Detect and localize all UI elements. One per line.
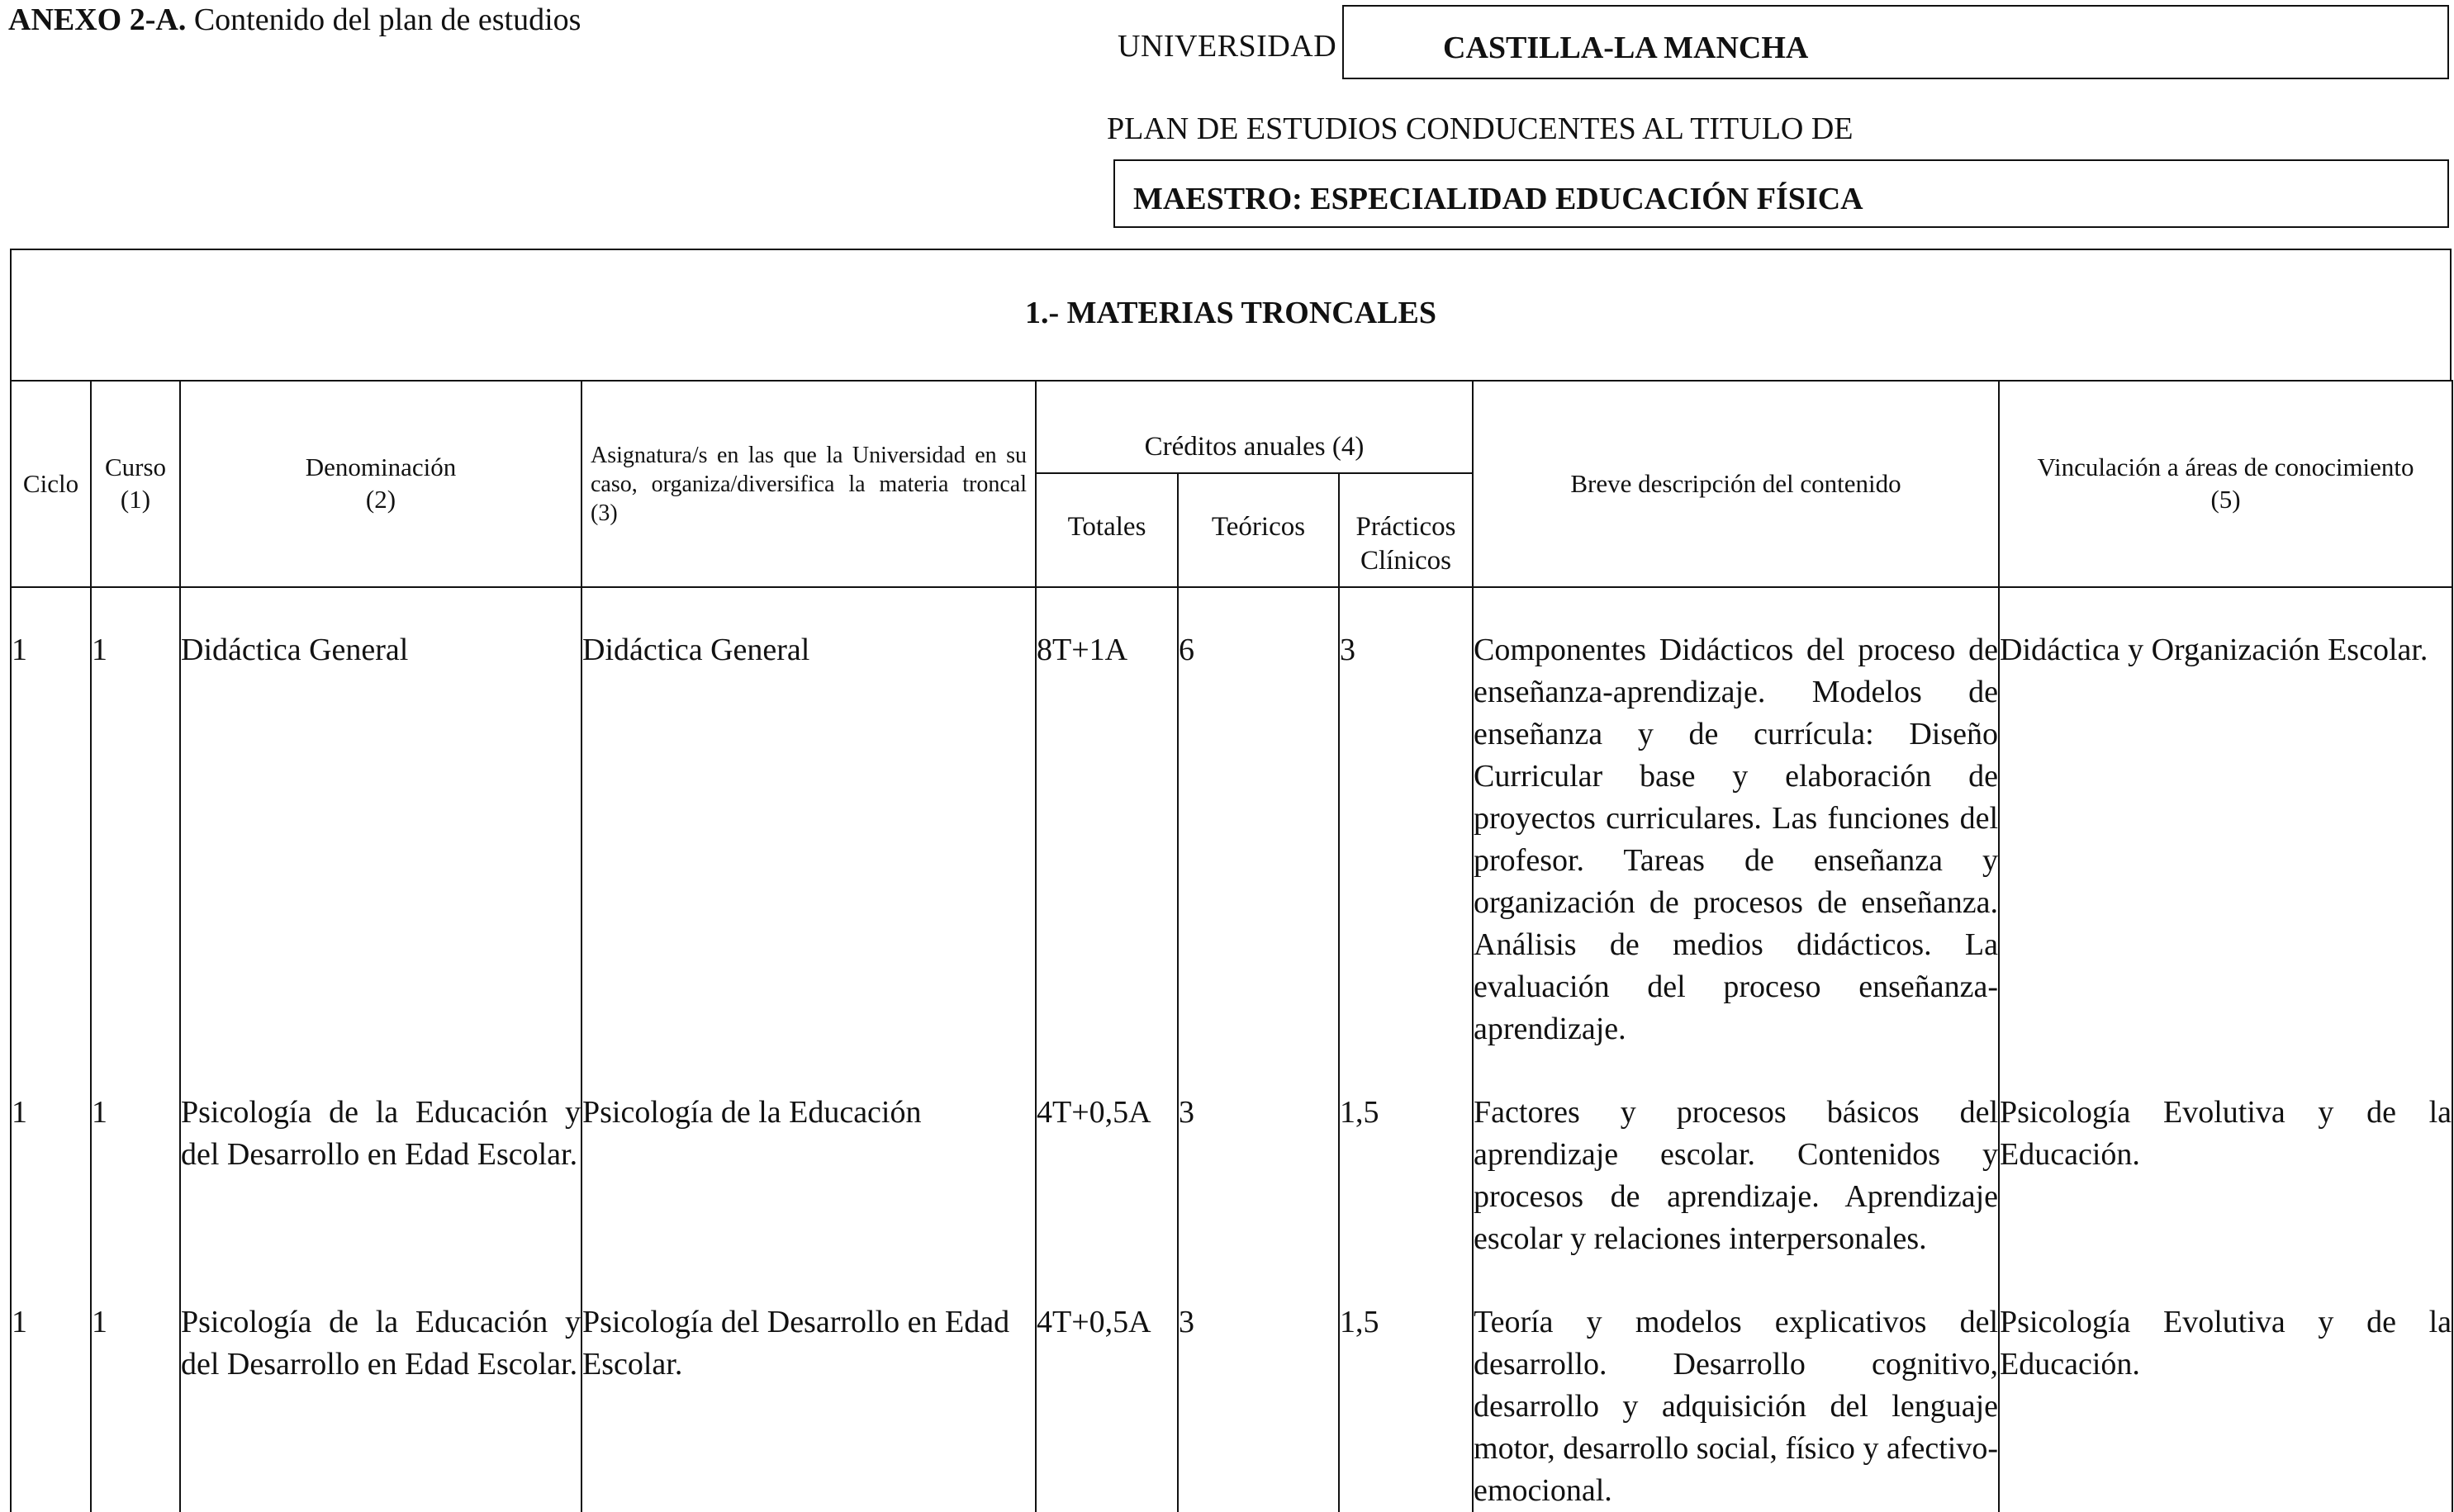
header-teoricos: Teóricos <box>1178 473 1339 587</box>
table-row <box>11 1050 2452 1260</box>
table-row <box>11 587 2452 1050</box>
header-ciclo <box>11 381 91 587</box>
cell-area: Psicología Evolutiva y de la Educación. <box>1999 1260 2452 1512</box>
cell-totales: 4T+0,5A <box>1036 1260 1178 1512</box>
cell-totales: 8T+1A <box>1036 587 1178 1050</box>
university-name: CASTILLA-LA MANCHA <box>1443 31 1809 65</box>
cell-asignatura: Psicología de la Educación <box>581 1050 1036 1260</box>
cell-asignatura: Psicología del Desarrollo en Edad Escolar. <box>581 1260 1036 1512</box>
cell-curso: 1 <box>91 1260 180 1512</box>
cell-ciclo: 1 <box>11 1050 91 1260</box>
cell-denominacion: Didáctica General <box>180 587 581 1050</box>
section-title-text: 1.- MATERIAS TRONCALES <box>1025 296 1436 330</box>
cell-descripcion: Factores y procesos básicos del aprendizaje escolar. Contenidos y procesos de aprendizaje. Aprendizaje escolar y relaciones interpersonales. <box>1473 1050 1999 1260</box>
cell-asignatura: Didáctica General <box>581 587 1036 1050</box>
table-row <box>11 1260 2452 1512</box>
header-curso-label: Curso <box>104 453 167 482</box>
cell-denominacion: Psicología de la Educación y del Desarrollo en Edad Escolar. <box>180 1050 581 1260</box>
header-vinculacion-note: (5) <box>2210 485 2241 514</box>
header-curso <box>91 381 180 587</box>
cell-area: Didáctica y Organización Escolar. <box>1999 587 2452 1050</box>
cell-teoricos: 6 <box>1178 587 1339 1050</box>
cell-practicos: 1,5 <box>1339 1050 1473 1260</box>
degree-title: MAESTRO: ESPECIALIDAD EDUCACIÓN FÍSICA <box>1133 182 1863 216</box>
cell-practicos: 3 <box>1339 587 1473 1050</box>
cell-denominacion: Psicología de la Educación y del Desarrollo en Edad Escolar. <box>180 1260 581 1512</box>
cell-descripcion: Componentes Didácticos del proceso de enseñanza-aprendizaje. Modelos de enseñanza y de currícula: Diseño Curricular base y elaboración de proyectos curriculares. Las funciones del profesor. Tareas de enseñanza y organización de procesos de enseñanza. Análisis de medios didácticos. La evaluación del proceso enseñanza-aprendizaje. <box>1473 587 1999 1050</box>
header-ciclo-label: Ciclo <box>22 468 79 498</box>
cell-curso: 1 <box>91 587 180 1050</box>
header-descripcion: Breve descripción del contenido <box>1473 381 1999 587</box>
header-denominacion-note: (2) <box>365 485 396 514</box>
university-label: UNIVERSIDAD <box>1118 29 1337 64</box>
header-vinculacion-label: Vinculación a áreas de conocimiento <box>2037 453 2414 482</box>
cell-ciclo: 1 <box>11 587 91 1050</box>
header-vinculacion <box>1999 381 2452 587</box>
university-name-box <box>1342 5 2449 79</box>
header-asignatura: Asignatura/s en las que la Universidad en su caso, organiza/diversifica la materia troncal (3) <box>581 381 1036 587</box>
header-curso-note: (1) <box>120 485 151 514</box>
header-denominacion-label: Denominación <box>305 453 457 482</box>
cell-totales: 4T+0,5A <box>1036 1050 1178 1260</box>
subjects-table <box>10 380 2453 1512</box>
cell-descripcion: Teoría y modelos explicativos del desarrollo. Desarrollo cognitivo, desarrollo y adquisición del lenguaje motor, desarrollo social, físico y afectivo-emocional. <box>1473 1260 1999 1512</box>
cell-ciclo: 1 <box>11 1260 91 1512</box>
annex-text: Contenido del plan de estudios <box>186 2 581 37</box>
cell-area: Psicología Evolutiva y de la Educación. <box>1999 1050 2452 1260</box>
plan-label: PLAN DE ESTUDIOS CONDUCENTES AL TITULO DE <box>1107 111 1854 146</box>
degree-title-box <box>1113 159 2449 228</box>
header-totales: Totales <box>1036 473 1178 587</box>
header-creditos: Créditos anuales (4) <box>1036 381 1473 473</box>
annex-label: ANEXO 2-A. <box>8 2 187 37</box>
header-denominacion <box>180 381 581 587</box>
cell-teoricos: 3 <box>1178 1050 1339 1260</box>
cell-curso: 1 <box>91 1050 180 1260</box>
header-practicos: Prácticos Clínicos <box>1339 473 1473 587</box>
cell-practicos: 1,5 <box>1339 1260 1473 1512</box>
section-title <box>10 249 2452 381</box>
annex-title <box>8 2 581 38</box>
cell-teoricos: 3 <box>1178 1260 1339 1512</box>
